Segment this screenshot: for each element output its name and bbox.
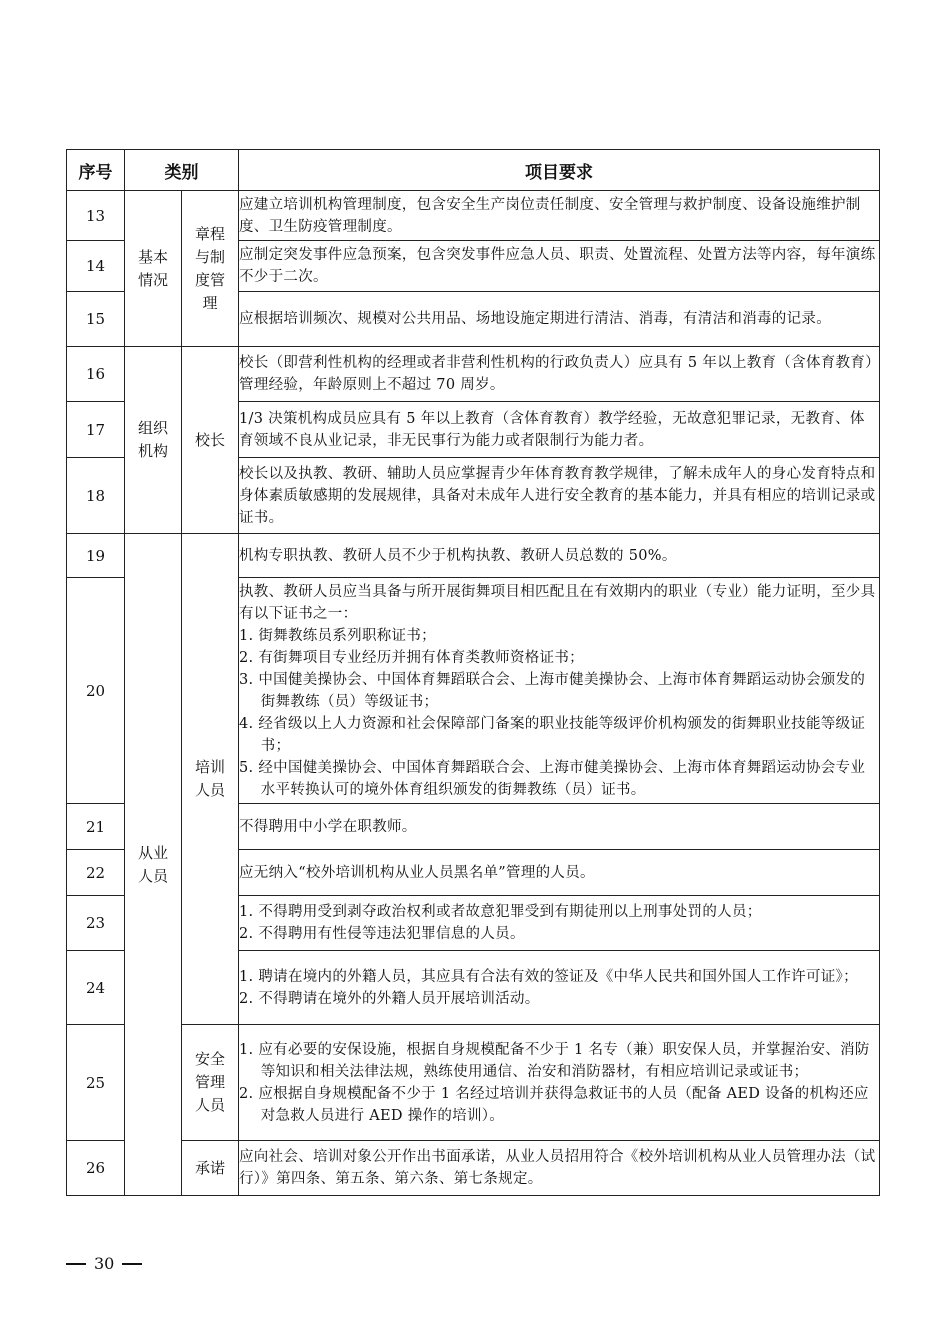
table-row xyxy=(67,1025,880,1141)
table-row xyxy=(67,191,880,241)
requirement-item: 2. 应根据自身规模配备不少于 1 名经过培训并获得急救证书的人员（配备 AED 设备的机构还应对急救人员进行 AED 操作的培训）。 xyxy=(239,1085,869,1124)
row-number: 13 xyxy=(67,191,125,241)
requirement-text: 校长以及执教、教研、辅助人员应掌握青少年体育教育教学规律，了解未成年人的身心发育特点和身体素质敏感期的发展规律，具备对未成年人进行安全教育的基本能力，并具有相应的培训记录或证书。 xyxy=(239,465,876,526)
requirement-cell xyxy=(239,292,880,347)
requirement-cell xyxy=(239,191,880,241)
requirement-cell xyxy=(239,1141,880,1196)
row-number: 23 xyxy=(67,896,125,951)
header-num: 序号 xyxy=(67,150,125,191)
page-number xyxy=(66,1254,142,1273)
requirement-text: 机构专职执教、教研人员不少于机构执教、教研人员总数的 50%。 xyxy=(239,547,677,564)
requirement-cell xyxy=(239,1025,880,1141)
row-number: 26 xyxy=(67,1141,125,1196)
category-label: 基本情况 xyxy=(138,247,169,289)
row-number: 14 xyxy=(67,241,125,292)
subcategory-label: 承诺 xyxy=(194,1158,225,1177)
category-label: 组织机构 xyxy=(138,419,169,460)
requirement-item: 1. 聘请在境内的外籍人员，其应具有合法有效的签证及《中华人民共和国外国人工作许可证》； xyxy=(239,968,858,985)
subcategory-label: 章程与制度管理 xyxy=(195,224,226,312)
table-row xyxy=(67,1141,880,1196)
requirement-text: 应制定突发事件应急预案，包含突发事件应急人员、职责、处置流程、处置方法等内容，每年演练不少于二次。 xyxy=(239,247,876,285)
requirement-text: 应向社会、培训对象公开作出书面承诺，从业人员招用符合《校外培训机构从业人员管理办法（试行）》第四条、第五条、第六条、第七条规定。 xyxy=(239,1149,876,1187)
subcategory-trainers xyxy=(182,534,239,1025)
requirement-item: 5. 经中国健美操协会、中国体育舞蹈联合会、上海市健美操协会、上海市体育舞蹈运动协会专业水平转换认可的境外体育组织颁发的街舞教练（员）证书。 xyxy=(239,759,866,798)
requirement-item: 1. 不得聘用受到剥夺政治权利或者故意犯罪受到有期徒刑以上刑事处罚的人员； xyxy=(239,904,762,920)
requirement-item: 1. 街舞教练员系列职称证书； xyxy=(239,627,436,644)
requirement-cell xyxy=(239,241,880,292)
requirement-cell xyxy=(239,458,880,534)
requirement-text: 应建立培训机构管理制度，包含安全生产岗位责任制度、安全管理与救护制度、设备设施维护制度、卫生防疫管理制度。 xyxy=(239,196,861,235)
row-number: 17 xyxy=(67,402,125,458)
row-number: 18 xyxy=(67,458,125,534)
category-staff xyxy=(125,534,182,1196)
requirement-cell xyxy=(239,578,880,804)
requirement-item: 2. 有街舞项目专业经历并拥有体育类教师资格证书； xyxy=(239,649,584,666)
header-requirement: 项目要求 xyxy=(239,150,880,191)
requirement-text: 1/3 决策机构成员应具有 5 年以上教育（含体育教育）教学经验，无故意犯罪记录，无教育、体育领域不良从业记录，非无民事行为能力或者限制行为能力者。 xyxy=(239,410,865,449)
category-org xyxy=(125,347,182,534)
requirement-cell xyxy=(239,804,880,850)
dash-right xyxy=(122,1263,142,1265)
row-number: 25 xyxy=(67,1025,125,1141)
requirement-cell xyxy=(239,951,880,1025)
table-row xyxy=(67,347,880,402)
requirement-text: 校长（即营利性机构的经理或者非营利性机构的行政负责人）应具有 5 年以上教育（含体育教育）管理经验，年龄原则上不超过 70 周岁。 xyxy=(239,355,873,393)
subcategory-commit xyxy=(182,1141,239,1196)
dash-left xyxy=(66,1263,86,1265)
requirement-text: 执教、教研人员应当具备与所开展街舞项目相匹配且在有效期内的职业（专业）能力证明，至少具有以下证书之一： xyxy=(239,583,876,622)
requirement-cell xyxy=(239,534,880,578)
row-number: 19 xyxy=(67,534,125,578)
subcategory-charter xyxy=(182,191,239,347)
subcategory-label: 培训人员 xyxy=(195,758,226,799)
requirement-cell xyxy=(239,347,880,402)
requirement-item: 1. 应有必要的安保设施，根据自身规模配备不少于 1 名专（兼）职安保人员，并掌握治安、消防等知识和相关法律法规，熟练使用通信、治安和消防器材，有相应培训记录或证书； xyxy=(239,1041,870,1080)
requirement-text: 应根据培训频次、规模对公共用品、场地设施定期进行清洁、消毒，有清洁和消毒的记录。 xyxy=(239,311,831,327)
subcategory-label: 安全管理人员 xyxy=(195,1050,226,1114)
requirement-cell xyxy=(239,850,880,896)
row-number: 21 xyxy=(67,804,125,850)
requirement-text: 不得聘用中小学在职教师。 xyxy=(239,818,417,835)
row-number: 20 xyxy=(67,578,125,804)
row-number: 15 xyxy=(67,292,125,347)
row-number: 16 xyxy=(67,347,125,402)
row-number: 22 xyxy=(67,850,125,896)
requirement-cell xyxy=(239,402,880,458)
row-number: 24 xyxy=(67,951,125,1025)
page-number-text: 30 xyxy=(94,1254,115,1273)
subcategory-security xyxy=(182,1025,239,1141)
table-header-row xyxy=(67,150,880,191)
category-basic xyxy=(125,191,182,347)
header-category: 类别 xyxy=(125,150,239,191)
requirement-item: 3. 中国健美操协会、中国体育舞蹈联合会、上海市健美操协会、上海市体育舞蹈运动协会颁发的街舞教练（员）等级证书； xyxy=(239,671,866,710)
category-label: 从业人员 xyxy=(138,843,169,885)
requirement-text: 应无纳入“校外培训机构从业人员黑名单”管理的人员。 xyxy=(239,864,595,881)
subcategory-label: 校长 xyxy=(194,430,225,449)
requirement-item: 4. 经省级以上人力资源和社会保障部门备案的职业技能等级评价机构颁发的街舞职业技能等级证书； xyxy=(239,715,866,754)
requirement-item: 2. 不得聘用有性侵等违法犯罪信息的人员。 xyxy=(239,926,525,942)
requirement-item: 2. 不得聘请在境外的外籍人员开展培训活动。 xyxy=(239,990,540,1007)
subcategory-principal xyxy=(182,347,239,534)
requirements-table xyxy=(66,149,880,1196)
table-row xyxy=(67,534,880,578)
requirement-cell xyxy=(239,896,880,951)
